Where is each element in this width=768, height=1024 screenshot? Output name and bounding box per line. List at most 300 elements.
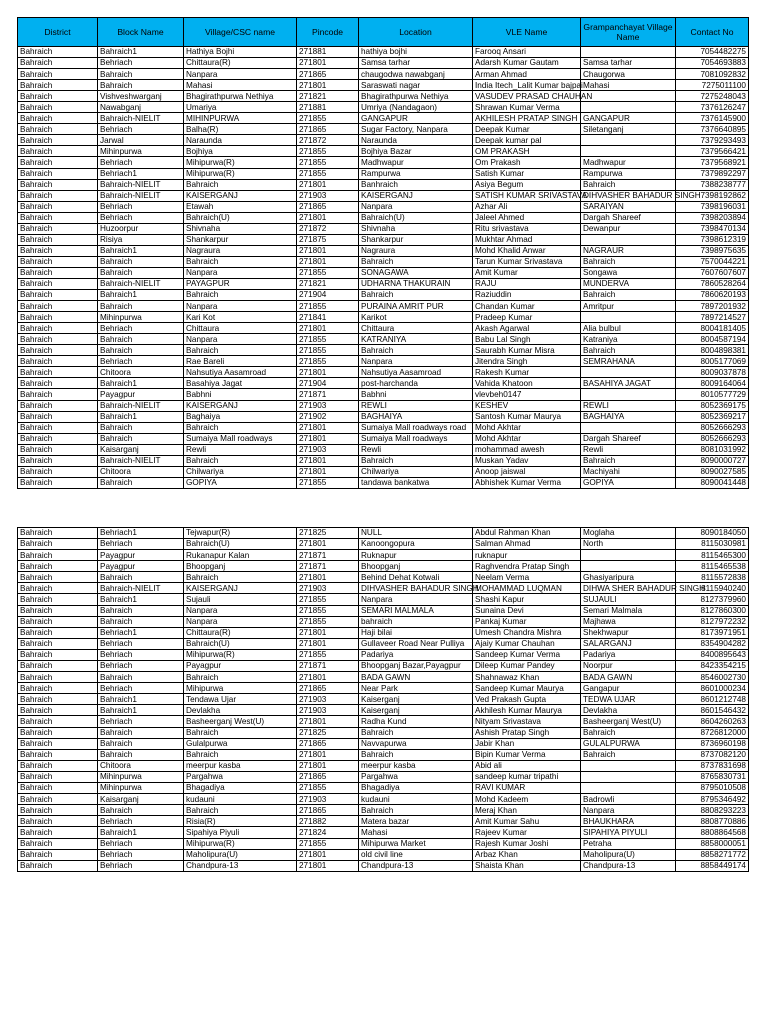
cell-contact-no: 7379566421: [676, 146, 749, 157]
table-row: [18, 794, 749, 805]
cell-vle-name: Rajeev Kumar: [473, 827, 581, 838]
cell-vle-name: Deepak kumar pal: [473, 135, 581, 146]
cell-grampanchayat-village-name: DIHWA SHER BAHADUR SINGH: [581, 583, 676, 594]
cell-village-csc-name: Nanpara: [184, 605, 297, 616]
cell-vle-name: Akash Agarwal: [473, 323, 581, 334]
cell-location: Umriya (Nandagaon): [359, 102, 473, 113]
cell-contact-no: 8052666293: [676, 433, 749, 444]
table-row: [18, 58, 749, 69]
cell-block-name: Bahraich: [98, 738, 184, 749]
cell-district: Bahraich: [18, 146, 98, 157]
cell-contact-no: 7398203894: [676, 212, 749, 223]
cell-location: Bahraich: [359, 290, 473, 301]
cell-district: Bahraich: [18, 422, 98, 433]
cell-location: meerpur kasba: [359, 760, 473, 771]
cell-pincode: 271865: [297, 69, 359, 80]
cell-block-name: Mihinpurwa: [98, 771, 184, 782]
cell-location: Babhni: [359, 389, 473, 400]
cell-block-name: Jarwal: [98, 135, 184, 146]
cell-pincode: 271872: [297, 135, 359, 146]
cell-village-csc-name: Bahraich: [184, 422, 297, 433]
vle-table-2: [17, 527, 749, 872]
cell-pincode: 271902: [297, 411, 359, 422]
cell-district: Bahraich: [18, 827, 98, 838]
cell-pincode: 271881: [297, 102, 359, 113]
cell-district: Bahraich: [18, 771, 98, 782]
cell-pincode: 271801: [297, 860, 359, 871]
cell-district: Bahraich: [18, 223, 98, 234]
cell-pincode: 271801: [297, 367, 359, 378]
table-row: [18, 124, 749, 135]
header-grampanchayat-village-name: Grampanchayat Village Name: [581, 18, 676, 47]
cell-block-name: Bahraich: [98, 672, 184, 683]
cell-vle-name: Azhar Ali: [473, 201, 581, 212]
table-row: [18, 627, 749, 638]
cell-contact-no: 8173971951: [676, 627, 749, 638]
cell-grampanchayat-village-name: Chaugorwa: [581, 69, 676, 80]
cell-pincode: 271855: [297, 356, 359, 367]
cell-pincode: 271871: [297, 561, 359, 572]
header-village-csc-name: Village/CSC name: [184, 18, 297, 47]
cell-contact-no: 7388238777: [676, 179, 749, 190]
cell-location: Gullaveer Road Near Pulliya: [359, 638, 473, 649]
cell-contact-no: 7275248043: [676, 91, 749, 102]
table-row: [18, 783, 749, 794]
cell-pincode: 271865: [297, 124, 359, 135]
cell-contact-no: 8354904282: [676, 638, 749, 649]
table-row: [18, 455, 749, 466]
cell-district: Bahraich: [18, 572, 98, 583]
cell-pincode: 271855: [297, 301, 359, 312]
cell-village-csc-name: Shivnaha: [184, 223, 297, 234]
cell-pincode: 271875: [297, 234, 359, 245]
cell-grampanchayat-village-name: GULALPURWA: [581, 738, 676, 749]
cell-location: Bahraich: [359, 727, 473, 738]
table-row: [18, 135, 749, 146]
cell-district: Bahraich: [18, 550, 98, 561]
cell-pincode: 271903: [297, 583, 359, 594]
cell-location: Matera bazar: [359, 816, 473, 827]
cell-pincode: 271903: [297, 705, 359, 716]
cell-pincode: 271801: [297, 256, 359, 267]
cell-district: Bahraich: [18, 727, 98, 738]
table-row: [18, 738, 749, 749]
cell-contact-no: 8005177069: [676, 356, 749, 367]
cell-block-name: Kaisarganj: [98, 794, 184, 805]
cell-district: Bahraich: [18, 113, 98, 124]
cell-block-name: Behriach: [98, 323, 184, 334]
cell-vle-name: Sandeep Kumar Maurya: [473, 683, 581, 694]
cell-contact-no: 8090027585: [676, 466, 749, 477]
cell-pincode: 271881: [297, 47, 359, 58]
cell-block-name: Bahraich1: [98, 290, 184, 301]
cell-vle-name: mohammad awesh: [473, 444, 581, 455]
cell-block-name: Mihinpurwa: [98, 312, 184, 323]
cell-block-name: Bahraich: [98, 749, 184, 760]
cell-district: Bahraich: [18, 256, 98, 267]
cell-contact-no: 7570044221: [676, 256, 749, 267]
cell-location: Sumaiya Mall roadways: [359, 433, 473, 444]
cell-district: Bahraich: [18, 749, 98, 760]
cell-location: Nanpara: [359, 356, 473, 367]
cell-contact-no: 7379892297: [676, 168, 749, 179]
cell-block-name: Behriach1: [98, 168, 184, 179]
table-row: [18, 323, 749, 334]
cell-contact-no: 7897214527: [676, 312, 749, 323]
cell-location: tandawa bankatwa: [359, 477, 473, 488]
cell-vle-name: Shashi Kapur: [473, 594, 581, 605]
cell-contact-no: 8009164064: [676, 378, 749, 389]
cell-village-csc-name: GOPIYA: [184, 477, 297, 488]
table-row: [18, 190, 749, 201]
cell-district: Bahraich: [18, 201, 98, 212]
cell-contact-no: 8858449174: [676, 860, 749, 871]
table-row: [18, 816, 749, 827]
cell-grampanchayat-village-name: SARAIYAN: [581, 201, 676, 212]
table-row: [18, 694, 749, 705]
cell-village-csc-name: Bahraich: [184, 345, 297, 356]
cell-contact-no: 7379568921: [676, 157, 749, 168]
cell-village-csc-name: Mihipurwa(R): [184, 157, 297, 168]
cell-village-csc-name: Shankarpur: [184, 234, 297, 245]
cell-block-name: Bahraich: [98, 805, 184, 816]
table-row: [18, 201, 749, 212]
cell-location: Bhagirathpurwa Nethiya: [359, 91, 473, 102]
cell-district: Bahraich: [18, 838, 98, 849]
table-row: [18, 466, 749, 477]
cell-village-csc-name: Mihipurwa: [184, 683, 297, 694]
cell-village-csc-name: Bahraich: [184, 455, 297, 466]
cell-grampanchayat-village-name: [581, 312, 676, 323]
cell-pincode: 271865: [297, 738, 359, 749]
cell-district: Bahraich: [18, 80, 98, 91]
table-row: [18, 256, 749, 267]
cell-district: Bahraich: [18, 245, 98, 256]
table-row: [18, 638, 749, 649]
cell-contact-no: 8601212748: [676, 694, 749, 705]
cell-grampanchayat-village-name: SUJAULI: [581, 594, 676, 605]
cell-contact-no: 7398975635: [676, 245, 749, 256]
cell-contact-no: 7376640895: [676, 124, 749, 135]
cell-grampanchayat-village-name: GANGAPUR: [581, 113, 676, 124]
cell-grampanchayat-village-name: [581, 47, 676, 58]
cell-district: Bahraich: [18, 583, 98, 594]
cell-district: Bahraich: [18, 124, 98, 135]
cell-district: Bahraich: [18, 705, 98, 716]
cell-district: Bahraich: [18, 805, 98, 816]
cell-grampanchayat-village-name: Alia bulbul: [581, 323, 676, 334]
cell-block-name: Payagpur: [98, 561, 184, 572]
cell-district: Bahraich: [18, 179, 98, 190]
cell-vle-name: Arman Ahmad: [473, 69, 581, 80]
cell-location: Padariya: [359, 649, 473, 660]
cell-location: Bhoopganj Bazar,Payagpur: [359, 661, 473, 672]
cell-grampanchayat-village-name: Dargah Shareef: [581, 433, 676, 444]
table-row: [18, 278, 749, 289]
cell-vle-name: Bipin Kumar Verma: [473, 749, 581, 760]
cell-contact-no: 8090184050: [676, 527, 749, 538]
cell-block-name: Payagpur: [98, 550, 184, 561]
cell-block-name: Bahraich-NIELIT: [98, 113, 184, 124]
cell-grampanchayat-village-name: Rewli: [581, 444, 676, 455]
cell-contact-no: 7054482275: [676, 47, 749, 58]
table-row: [18, 649, 749, 660]
cell-village-csc-name: Chandpura-13: [184, 860, 297, 871]
cell-pincode: 271872: [297, 223, 359, 234]
cell-district: Bahraich: [18, 672, 98, 683]
cell-location: Chandpura-13: [359, 860, 473, 871]
cell-grampanchayat-village-name: Shekhwapur: [581, 627, 676, 638]
cell-vle-name: Shahnawaz Khan: [473, 672, 581, 683]
cell-village-csc-name: Naraunda: [184, 135, 297, 146]
table-row: [18, 69, 749, 80]
cell-contact-no: 8115940240: [676, 583, 749, 594]
cell-contact-no: 8604260263: [676, 716, 749, 727]
cell-block-name: Bahraich: [98, 605, 184, 616]
cell-contact-no: 7398196031: [676, 201, 749, 212]
cell-grampanchayat-village-name: Bahraich: [581, 455, 676, 466]
cell-vle-name: Santosh Kumar Maurya: [473, 411, 581, 422]
cell-grampanchayat-village-name: [581, 550, 676, 561]
cell-district: Bahraich: [18, 849, 98, 860]
cell-pincode: 271855: [297, 838, 359, 849]
table-row: [18, 234, 749, 245]
cell-village-csc-name: Payagpur: [184, 661, 297, 672]
cell-block-name: Behriach: [98, 538, 184, 549]
cell-block-name: Bahraich1: [98, 47, 184, 58]
cell-contact-no: 7376145900: [676, 113, 749, 124]
cell-location: Chittaura: [359, 323, 473, 334]
cell-location: Karikot: [359, 312, 473, 323]
cell-grampanchayat-village-name: Dargah Shareef: [581, 212, 676, 223]
cell-contact-no: 7398612319: [676, 234, 749, 245]
cell-vle-name: Tarun Kumar Srivastava: [473, 256, 581, 267]
cell-location: Chilwariya: [359, 466, 473, 477]
cell-block-name: Bahraich: [98, 616, 184, 627]
cell-village-csc-name: Nanpara: [184, 301, 297, 312]
cell-pincode: 271821: [297, 278, 359, 289]
cell-district: Bahraich: [18, 69, 98, 80]
cell-vle-name: RAVI KUMAR: [473, 783, 581, 794]
cell-grampanchayat-village-name: MUNDERVA: [581, 278, 676, 289]
cell-location: Bahraich: [359, 455, 473, 466]
table-row: [18, 179, 749, 190]
cell-vle-name: Abid ali: [473, 760, 581, 771]
cell-pincode: 271801: [297, 245, 359, 256]
cell-contact-no: 8546002730: [676, 672, 749, 683]
cell-vle-name: Salman Ahmad: [473, 538, 581, 549]
cell-contact-no: 7897201932: [676, 301, 749, 312]
cell-contact-no: 7398470134: [676, 223, 749, 234]
table-row: [18, 356, 749, 367]
cell-district: Bahraich: [18, 616, 98, 627]
cell-district: Bahraich: [18, 594, 98, 605]
cell-vle-name: Jitendra Singh: [473, 356, 581, 367]
cell-pincode: 271801: [297, 80, 359, 91]
cell-block-name: Behriach: [98, 201, 184, 212]
cell-grampanchayat-village-name: [581, 389, 676, 400]
cell-grampanchayat-village-name: BADA GAWN: [581, 672, 676, 683]
cell-pincode: 271871: [297, 550, 359, 561]
cell-location: Radha Kund: [359, 716, 473, 727]
cell-pincode: 271855: [297, 345, 359, 356]
cell-district: Bahraich: [18, 538, 98, 549]
cell-location: Nanpara: [359, 594, 473, 605]
cell-contact-no: 8127379960: [676, 594, 749, 605]
cell-pincode: 271801: [297, 212, 359, 223]
cell-pincode: 271801: [297, 58, 359, 69]
table-row: [18, 771, 749, 782]
cell-district: Bahraich: [18, 760, 98, 771]
cell-contact-no: 7398192862: [676, 190, 749, 201]
cell-location: bahraich: [359, 616, 473, 627]
cell-district: Bahraich: [18, 323, 98, 334]
cell-vle-name: Pankaj Kumar: [473, 616, 581, 627]
table-row: [18, 267, 749, 278]
cell-pincode: 271801: [297, 538, 359, 549]
cell-grampanchayat-village-name: Samsa tarhar: [581, 58, 676, 69]
cell-grampanchayat-village-name: GOPIYA: [581, 477, 676, 488]
table-row: [18, 805, 749, 816]
table-row: [18, 47, 749, 58]
cell-village-csc-name: Chittaura: [184, 323, 297, 334]
cell-contact-no: 8052666293: [676, 422, 749, 433]
cell-grampanchayat-village-name: Madhwapur: [581, 157, 676, 168]
cell-village-csc-name: Bahraich: [184, 805, 297, 816]
cell-village-csc-name: Bhagadiya: [184, 783, 297, 794]
cell-block-name: Bahraich: [98, 301, 184, 312]
cell-grampanchayat-village-name: BHAUKHARA: [581, 816, 676, 827]
table-row: [18, 727, 749, 738]
cell-contact-no: 7607607607: [676, 267, 749, 278]
cell-district: Bahraich: [18, 378, 98, 389]
table-row: [18, 157, 749, 168]
table-row: [18, 80, 749, 91]
cell-contact-no: 7081092832: [676, 69, 749, 80]
cell-block-name: Behriach: [98, 638, 184, 649]
cell-district: Bahraich: [18, 234, 98, 245]
cell-village-csc-name: Chittaura(R): [184, 627, 297, 638]
cell-location: Madhwapur: [359, 157, 473, 168]
cell-vle-name: OM PRAKASH: [473, 146, 581, 157]
header-location: Location: [359, 18, 473, 47]
cell-pincode: 271801: [297, 422, 359, 433]
cell-pincode: 271801: [297, 455, 359, 466]
cell-location: chaugodwa nawabganj: [359, 69, 473, 80]
cell-block-name: Bahraich: [98, 422, 184, 433]
cell-block-name: Bahraich: [98, 477, 184, 488]
cell-block-name: Bahraich-NIELIT: [98, 179, 184, 190]
cell-block-name: Behriach: [98, 716, 184, 727]
cell-location: NULL: [359, 527, 473, 538]
cell-pincode: 271855: [297, 146, 359, 157]
cell-pincode: 271855: [297, 594, 359, 605]
cell-block-name: Mihinpurwa: [98, 146, 184, 157]
cell-block-name: Bahraich: [98, 80, 184, 91]
cell-district: Bahraich: [18, 356, 98, 367]
cell-location: Rampurwa: [359, 168, 473, 179]
cell-village-csc-name: Rukanapur Kalan: [184, 550, 297, 561]
table-row: [18, 422, 749, 433]
cell-village-csc-name: Kari Kot: [184, 312, 297, 323]
cell-village-csc-name: Bahraich: [184, 672, 297, 683]
cell-district: Bahraich: [18, 716, 98, 727]
cell-contact-no: 7054693883: [676, 58, 749, 69]
cell-location: Mahasi: [359, 827, 473, 838]
cell-grampanchayat-village-name: BASAHIYA JAGAT: [581, 378, 676, 389]
cell-contact-no: 8765830731: [676, 771, 749, 782]
cell-contact-no: 8737831698: [676, 760, 749, 771]
cell-contact-no: 8090041448: [676, 477, 749, 488]
cell-contact-no: 7275011100: [676, 80, 749, 91]
cell-district: Bahraich: [18, 345, 98, 356]
cell-district: Bahraich: [18, 168, 98, 179]
cell-vle-name: Om Prakash: [473, 157, 581, 168]
cell-vle-name: Anoop jaiswal: [473, 466, 581, 477]
cell-grampanchayat-village-name: Amritpur: [581, 301, 676, 312]
cell-grampanchayat-village-name: Bahraich: [581, 256, 676, 267]
cell-district: Bahraich: [18, 627, 98, 638]
table-row: [18, 827, 749, 838]
cell-grampanchayat-village-name: Bahraich: [581, 345, 676, 356]
cell-block-name: Vishveshwarganj: [98, 91, 184, 102]
header-contact-no: Contact No: [676, 18, 749, 47]
cell-village-csc-name: Basheerganj West(U): [184, 716, 297, 727]
cell-village-csc-name: Sumaiya Mall roadways: [184, 433, 297, 444]
cell-district: Bahraich: [18, 334, 98, 345]
cell-district: Bahraich: [18, 649, 98, 660]
cell-block-name: Behriach: [98, 816, 184, 827]
table-row: [18, 102, 749, 113]
cell-location: Rewli: [359, 444, 473, 455]
cell-block-name: Bahraich-NIELIT: [98, 583, 184, 594]
cell-pincode: 271801: [297, 627, 359, 638]
cell-location: hathiya bojhi: [359, 47, 473, 58]
cell-pincode: 271855: [297, 157, 359, 168]
cell-village-csc-name: Bahraich: [184, 727, 297, 738]
table-row: [18, 860, 749, 871]
cell-block-name: Risiya: [98, 234, 184, 245]
cell-district: Bahraich: [18, 135, 98, 146]
cell-vle-name: Vahida Khatoon: [473, 378, 581, 389]
cell-location: Banhraich: [359, 179, 473, 190]
cell-vle-name: Ved Prakash Gupta: [473, 694, 581, 705]
cell-village-csc-name: Nanpara: [184, 267, 297, 278]
cell-district: Bahraich: [18, 190, 98, 201]
cell-district: Bahraich: [18, 527, 98, 538]
table-row: [18, 849, 749, 860]
cell-grampanchayat-village-name: Nanpara: [581, 805, 676, 816]
cell-contact-no: 8115572838: [676, 572, 749, 583]
cell-pincode: 271801: [297, 179, 359, 190]
cell-pincode: 271801: [297, 716, 359, 727]
cell-block-name: Behriach: [98, 860, 184, 871]
table-row: [18, 378, 749, 389]
cell-village-csc-name: Tendawa Ujar: [184, 694, 297, 705]
cell-district: Bahraich: [18, 367, 98, 378]
table-row: [18, 334, 749, 345]
cell-pincode: 271824: [297, 827, 359, 838]
cell-contact-no: 8400895643: [676, 649, 749, 660]
cell-district: Bahraich: [18, 477, 98, 488]
cell-grampanchayat-village-name: Bahraich: [581, 749, 676, 760]
cell-district: Bahraich: [18, 389, 98, 400]
cell-location: SEMARI MALMALA: [359, 605, 473, 616]
cell-village-csc-name: Bahraich: [184, 256, 297, 267]
cell-grampanchayat-village-name: Devlakha: [581, 705, 676, 716]
cell-district: Bahraich: [18, 738, 98, 749]
cell-village-csc-name: Pargahwa: [184, 771, 297, 782]
